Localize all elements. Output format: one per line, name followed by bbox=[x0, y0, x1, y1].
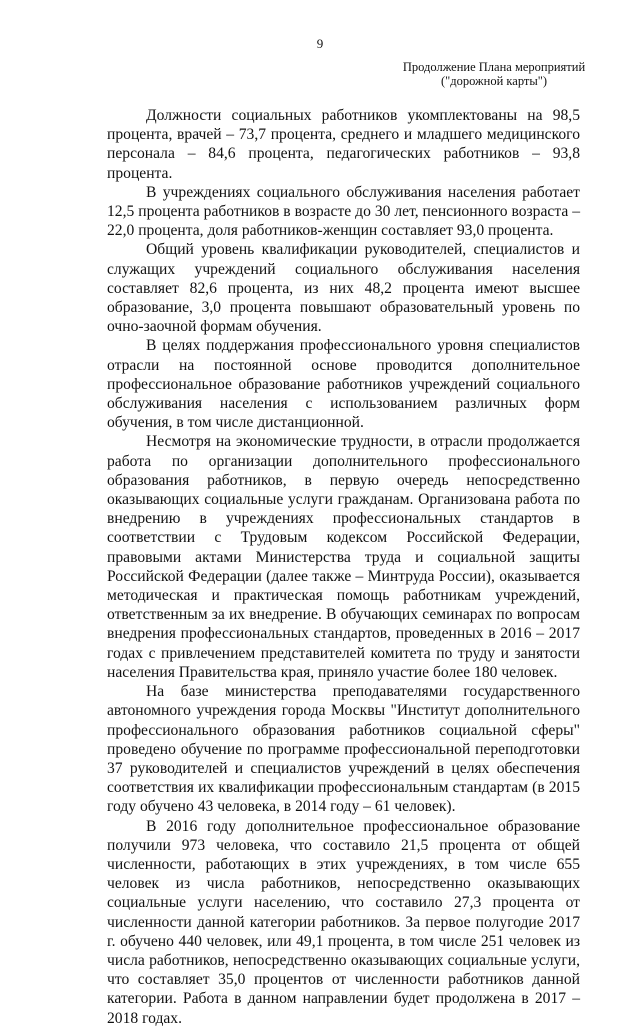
paragraph-staffing: Должности социальных работников укомплектованы на 98,5 процента, врачей – 73,7 процента, среднего и младшего медицинского персонала – 84,6 процента, педагогических работников – 93,8 процента. bbox=[107, 107, 580, 182]
paragraph-professional-standards: Несмотря на экономические трудности, в отрасли продолжается работа по организации дополнительного профессионального образования работников, в первую очередь непосредственно оказывающих социальные услуги гражданам. Организована работа по внедрению в учреждениях профессиональных стандартов в соответствии с Трудовым кодексом Российской Федерации, правовыми актами Министерства труда и социальной защиты Российской Федерации (далее также – Минтруда России), оказывается методическая и практическая помощь работникам учреждений, ответственным за их внедрение. В обучающих семинарах по вопросам внедрения профессиональных стандартов, проведенных в 2016 – 2017 годах с привлечением представителей комитета по труду и занятости населения Правительства края, приняло участие более 180 человек. bbox=[107, 433, 580, 681]
page-number: 9 bbox=[316, 36, 324, 51]
paragraph-age-structure: В учреждениях социального обслуживания населения работает 12,5 процента работников в возрасте до 30 лет, пенсионного возраста – 22,0 процента, доля работников-женщин составляет 93,0 процента. bbox=[107, 183, 580, 240]
paragraph-2016-results: В 2016 году дополнительное профессиональное образование получили 973 человека, что составило 21,5 процента от общей численности, работающих в этих учреждениях, в том числе 655 человек из числа работников, непосредственно оказывающих социальные услуги населению, что составило 27,3 процента от численности данной категории работников. За первое полугодие 2017 г. обучено 440 человек, или 49,1 процента, в том числе 251 человек из числа работников, непосредственно оказывающих социальные услуги, что составляет 35,0 процентов от численности работников данной категории. Работа в данном направлении будет продолжена в 2017 – 2018 годах. bbox=[107, 817, 580, 1027]
paragraph-moscow-institute-training: На базе министерства преподавателями государственного автономного учреждения города Москвы "Институт дополнительного профессионального образования работников социальной сферы" проведено обучение по программе профессиональной переподготовки 37 руководителей и специалистов учреждений в целях обеспечения соответствия их квалификации профессиональным стандартам (в 2015 году обучено 43 человека, в 2014 году – 61 человек). bbox=[107, 683, 580, 816]
header-note-line-1: Продолжение Плана мероприятий bbox=[402, 60, 586, 74]
paragraph-qualification-level: Общий уровень квалификации руководителей, специалистов и служащих учреждений социального обслуживания населения составляет 82,6 процента, из них 48,2 процента имеют высшее образование, 3,0 процента повышают образовательный уровень по очно-заочной формам обучения. bbox=[107, 241, 580, 336]
document-body bbox=[107, 106, 580, 1028]
paragraph-professional-education: В целях поддержания профессионального уровня специалистов отрасли на постоянной основе проводится дополнительное профессиональное образование работников учреждений социального обслуживания населения с использованием различных форм обучения, в том числе дистанционной. bbox=[107, 337, 580, 432]
document-header-note bbox=[384, 60, 604, 88]
header-note-line-2: ("дорожной карты") bbox=[440, 74, 548, 88]
